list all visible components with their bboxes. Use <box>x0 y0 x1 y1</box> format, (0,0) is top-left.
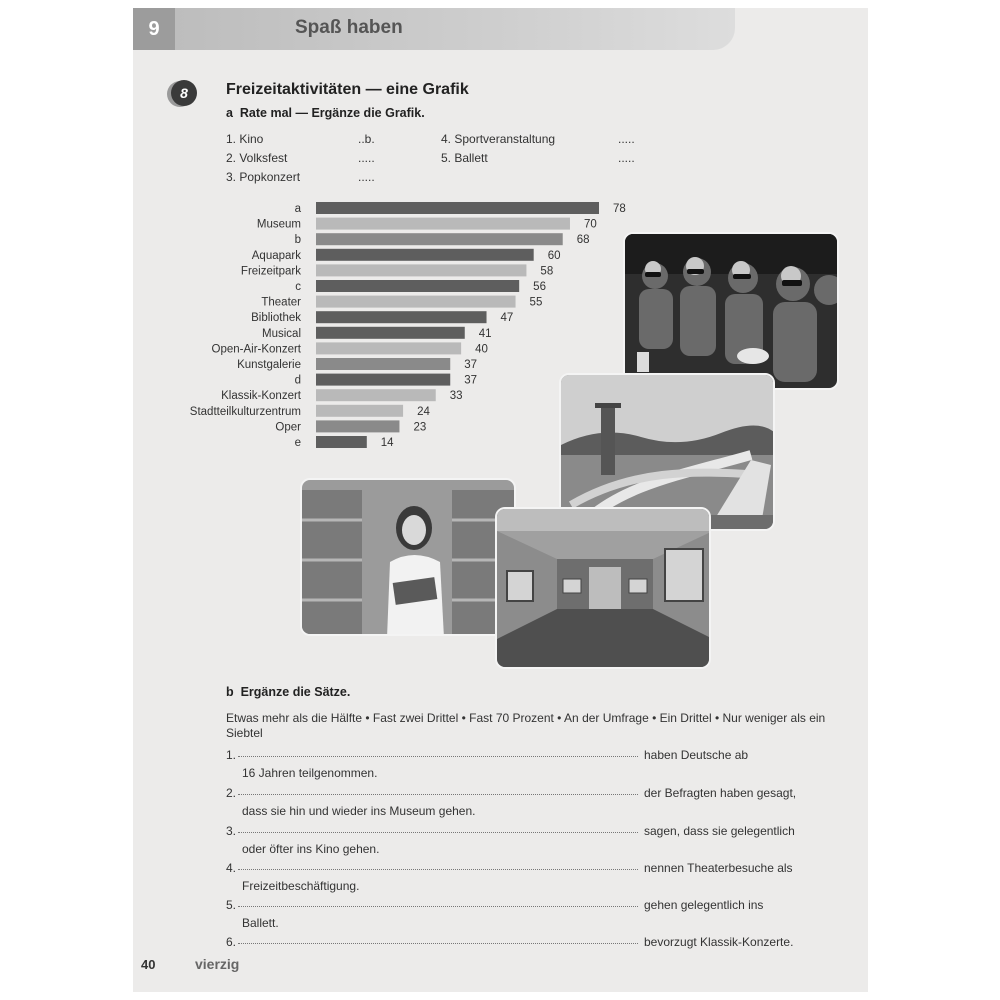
sentence-number: 6. <box>226 935 237 949</box>
part-b-label: b <box>226 685 234 699</box>
sentence-continuation: oder öfter ins Kino gehen. <box>242 842 380 856</box>
bar-category-label: a <box>294 203 301 215</box>
textbook-page <box>133 8 868 992</box>
sentence-item <box>226 786 826 822</box>
sentence-item <box>226 748 826 784</box>
sentence-continuation: Ballett. <box>242 916 279 930</box>
bar-value-label: 37 <box>464 374 478 387</box>
bar-category-label: Musical <box>262 327 301 340</box>
guess-item-label: 5. Ballett <box>441 151 488 165</box>
answer-blank[interactable] <box>238 756 638 757</box>
guess-item-label: 2. Volksfest <box>226 151 288 165</box>
bar <box>316 327 465 339</box>
exercise-title: Freizeitaktivitäten — eine Grafik <box>226 81 469 98</box>
bar-category-label: Bibliothek <box>251 312 301 325</box>
sentence-item <box>226 824 826 860</box>
bar-value-label: 33 <box>449 390 463 403</box>
bar <box>316 233 563 245</box>
part-b-heading <box>226 685 350 699</box>
bar <box>316 264 526 276</box>
bar-value-label: 23 <box>413 421 427 434</box>
guess-item-answer[interactable]: ..... <box>618 151 635 165</box>
bar <box>316 374 450 386</box>
museum-photo-icon <box>497 509 711 669</box>
bar-category-label: Museum <box>256 218 301 231</box>
chapter-number: 9 <box>133 8 175 50</box>
sentence-number: 5. <box>226 898 237 912</box>
sentence-item <box>226 861 826 897</box>
sentence-continuation: dass sie hin und wieder ins Museum gehen. <box>242 804 476 818</box>
bar-value-label: 47 <box>500 312 514 325</box>
guess-item-answer[interactable]: ..... <box>358 170 375 184</box>
sentence-text: der Befragten haben gesagt, <box>644 786 797 800</box>
bar <box>316 342 461 354</box>
answer-blank[interactable] <box>238 906 638 907</box>
bar-category-label: Freizeitpark <box>240 265 301 278</box>
bar <box>316 311 487 323</box>
cinema-photo-icon <box>625 234 839 390</box>
bar-value-label: 78 <box>613 203 626 215</box>
part-a-label: a <box>226 106 233 120</box>
bar-value-label: 70 <box>583 218 597 231</box>
answer-blank[interactable] <box>238 869 638 870</box>
guess-item-answer[interactable]: ..... <box>358 151 375 165</box>
page-header <box>133 8 868 50</box>
sentence-number: 2. <box>226 786 237 800</box>
sentence-text: sagen, dass sie gelegentlich <box>644 824 795 838</box>
bar-category-label: Kunstgalerie <box>237 359 301 371</box>
bar-category-label: d <box>294 374 301 387</box>
sentence-continuation: 16 Jahren teilgenommen. <box>242 766 378 780</box>
part-a-title: Rate mal — Ergänze die Grafik. <box>239 106 425 120</box>
bar-category-label: Oper <box>275 421 301 434</box>
sentence-text: nennen Theaterbesuche als <box>644 861 793 875</box>
bar-value-label: 55 <box>529 296 543 309</box>
sentence-number: 4. <box>226 861 237 875</box>
bar-category-label: c <box>295 281 301 293</box>
sentence-continuation: Freizeitbeschäftigung. <box>242 879 360 893</box>
sentence-item <box>226 935 826 953</box>
bar <box>316 218 570 230</box>
library-photo-icon <box>302 480 516 636</box>
bar <box>316 358 450 370</box>
bar-value-label: 68 <box>576 234 590 247</box>
bar-category-label: e <box>294 437 301 449</box>
bar-value-label: 56 <box>533 281 546 293</box>
bar-value-label: 40 <box>475 343 488 356</box>
bar-value-label: 41 <box>478 327 492 340</box>
bar-value-label: 37 <box>464 359 478 371</box>
library-reading-girl-photo <box>300 478 516 636</box>
bar-value-label: 14 <box>380 437 394 449</box>
exercise-number-badge: 8 <box>171 80 197 106</box>
word-bank: Etwas mehr als die Hälfte • Fast zwei Drittel • Fast 70 Prozent • An der Umfrage • Ein Drittel • Nur weniger als ein Siebtel <box>226 711 826 740</box>
bar-category-label: Open-Air-Konzert <box>211 343 301 356</box>
sentence-text: bevorzugt Klassik-Konzerte. <box>644 935 794 949</box>
guess-item-label: 4. Sportveranstaltung <box>441 132 556 146</box>
bar <box>316 249 534 261</box>
bar-value-label: 24 <box>417 405 430 418</box>
guess-item-label: 3. Popkonzert <box>226 170 301 184</box>
bar-category-label: Aquapark <box>251 249 301 262</box>
answer-blank[interactable] <box>238 943 638 944</box>
sentence-text: gehen gelegentlich ins <box>644 898 764 912</box>
page-number: 40 <box>141 957 156 972</box>
bar <box>316 280 519 292</box>
answer-blank[interactable] <box>238 832 638 833</box>
museum-gallery-photo <box>495 507 711 669</box>
guess-item-answer[interactable]: ..... <box>618 132 635 146</box>
bar-category-label: Theater <box>261 296 301 309</box>
sentence-text: haben Deutsche ab <box>644 748 749 762</box>
answer-blank[interactable] <box>238 794 638 795</box>
header-band <box>175 8 735 50</box>
guess-item-answer[interactable]: ..b. <box>358 132 375 146</box>
part-a-heading <box>226 106 425 120</box>
guess-item-label: 1. Kino <box>226 132 264 146</box>
bar <box>316 202 599 214</box>
bar <box>316 420 399 432</box>
bar-category-label: Stadtteilkulturzentrum <box>189 405 301 418</box>
bar-value-label: 60 <box>547 249 561 262</box>
bar-category-label: b <box>294 234 301 247</box>
bar <box>316 405 403 417</box>
bar-value-label: 58 <box>540 265 554 278</box>
sentence-number: 3. <box>226 824 237 838</box>
bar-category-label: Klassik-Konzert <box>221 390 301 403</box>
part-b-title: Ergänze die Sätze. <box>240 685 351 699</box>
bar <box>316 389 436 401</box>
page-number-word: vierzig <box>195 956 240 972</box>
bar <box>316 296 516 308</box>
bar <box>316 436 367 448</box>
sentence-item <box>226 898 826 934</box>
chapter-title: Spaß haben <box>295 17 403 38</box>
sentence-number: 1. <box>226 748 237 762</box>
cinema-audience-photo <box>623 232 839 390</box>
